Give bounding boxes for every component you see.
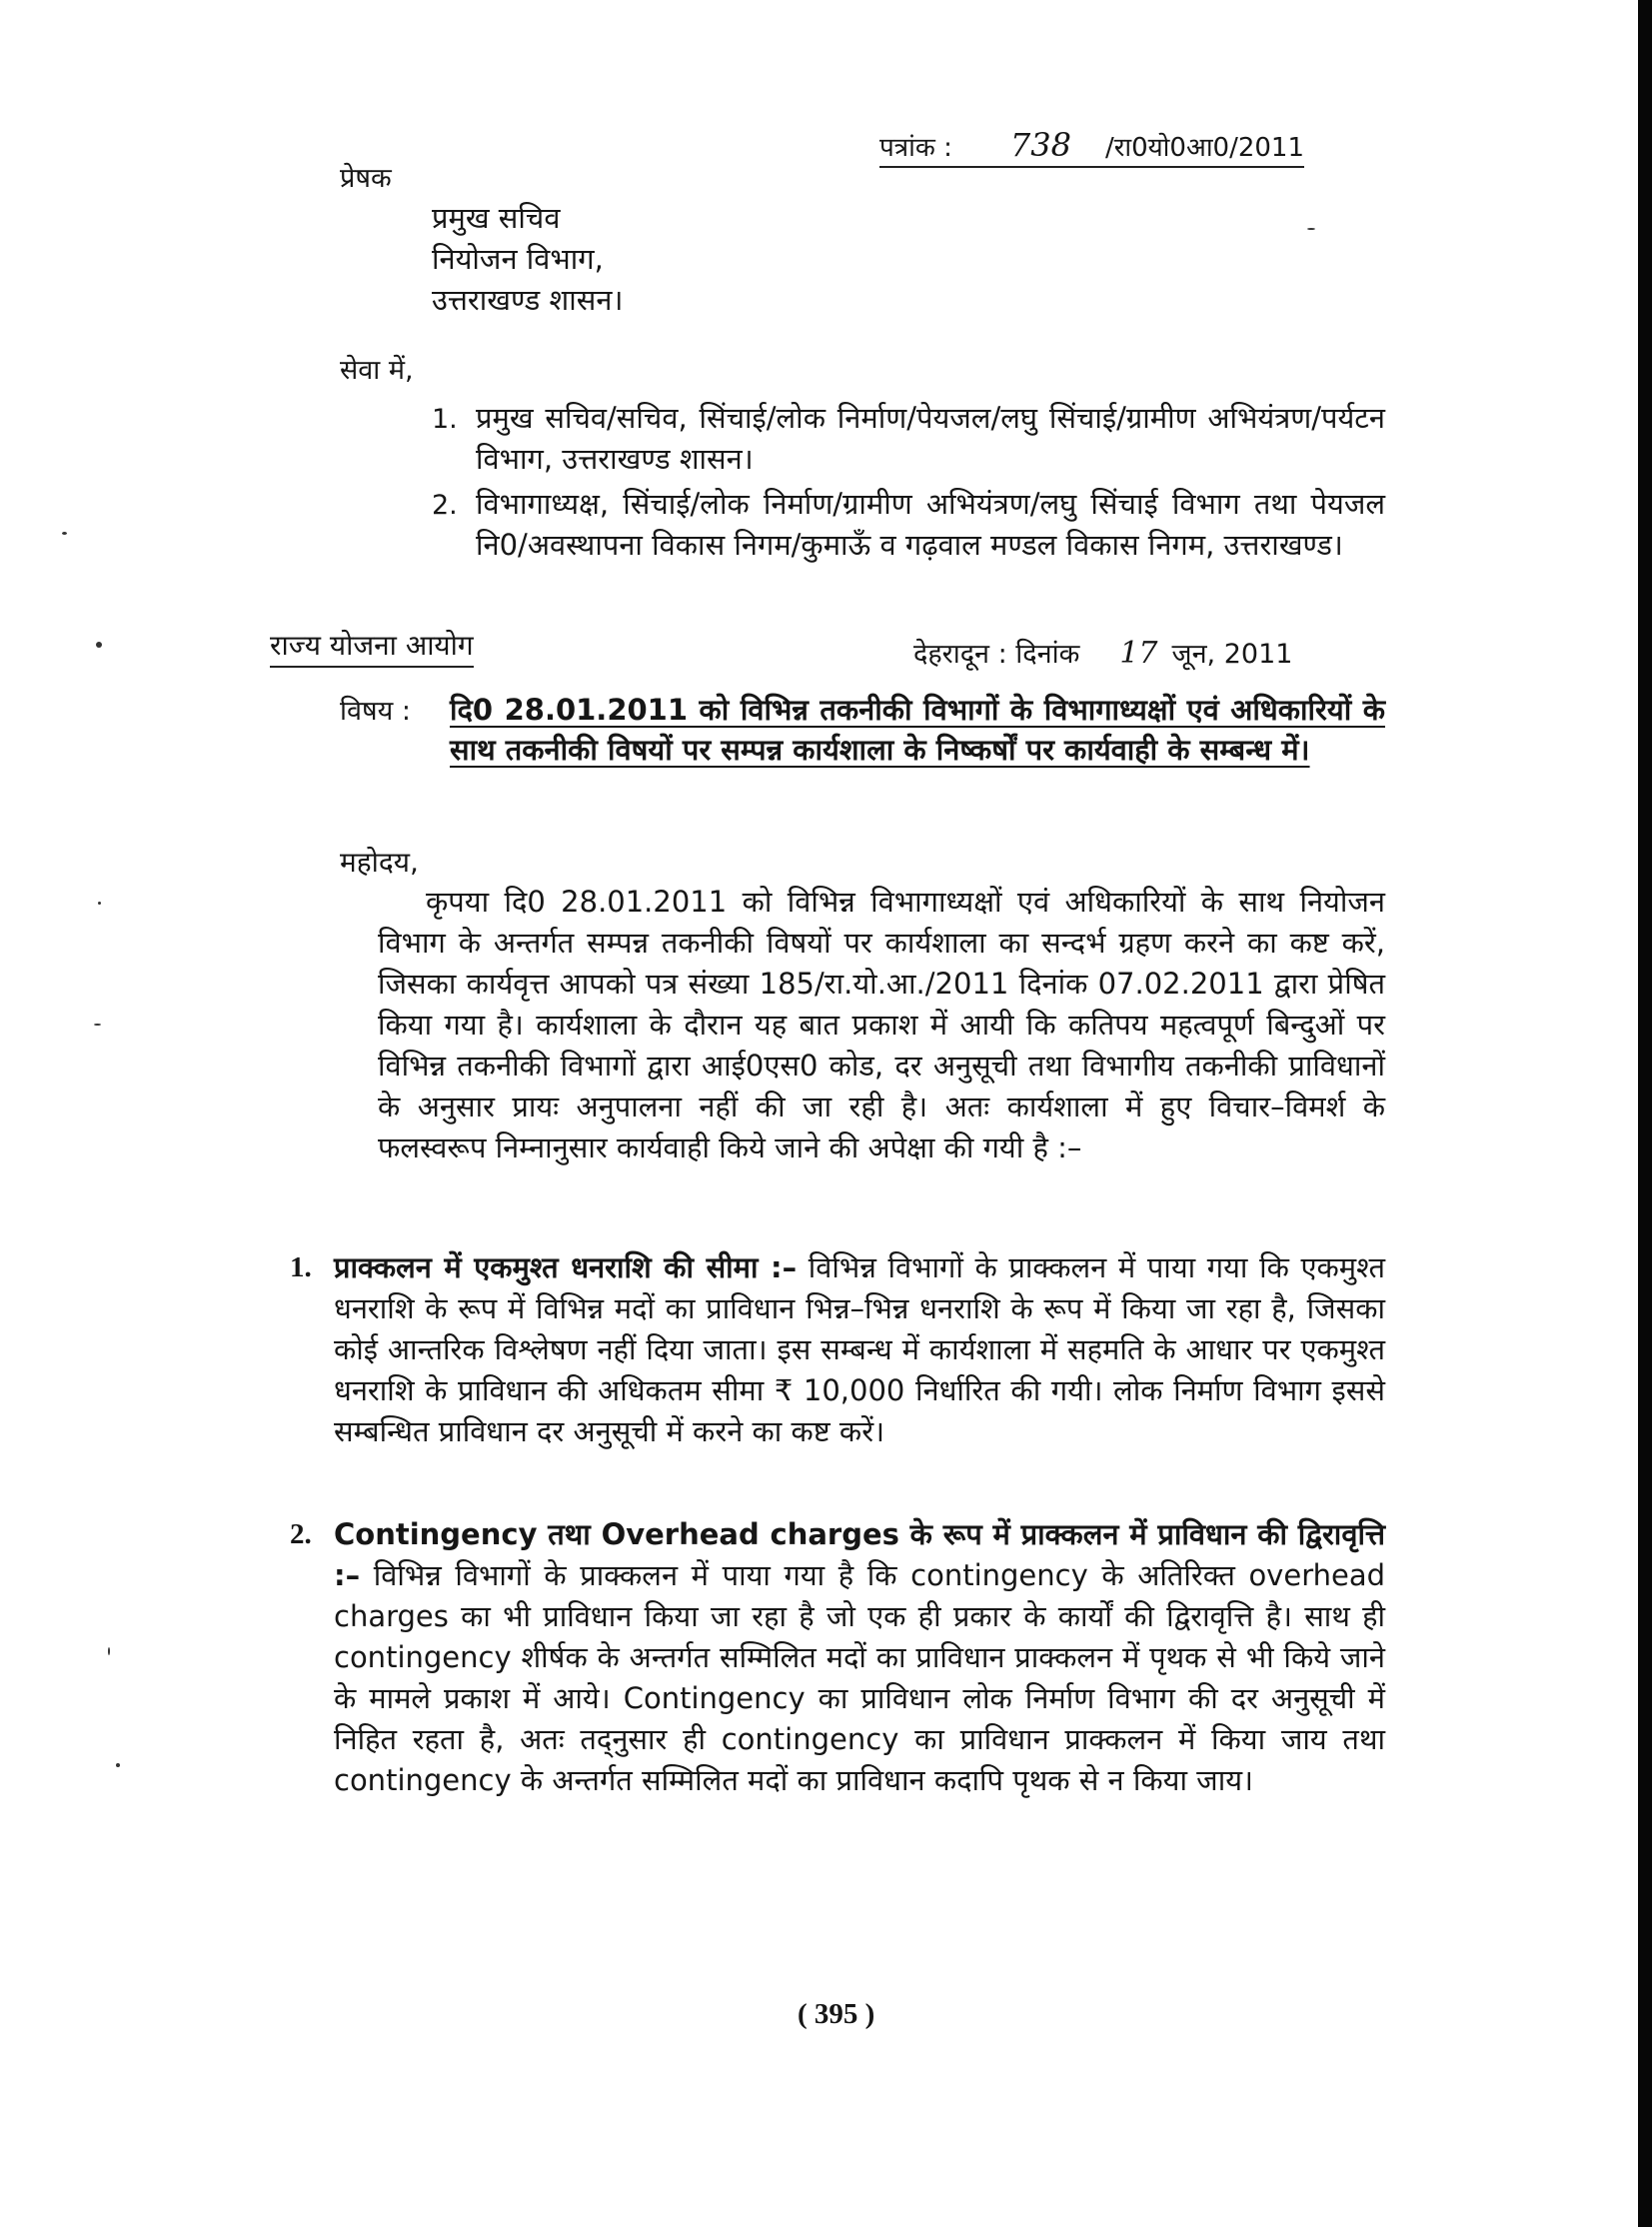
point-number: 2. (290, 1518, 312, 1550)
reference-number: 738 (1009, 126, 1071, 164)
recipient-item: विभागाध्यक्ष, सिंचाई/लोक निर्माण/ग्रामीण अभियंत्रण/लघु सिंचाई विभाग तथा पेयजल नि0/अवस्थापना विकास निगम/कुमाऊँ व गढ़वाल मण्डल विकास निगम, उत्तराखण्ड। (476, 487, 1385, 562)
point-text: विभिन्न विभागों के प्राक्कलन में पाया गया है कि contingency के अतिरिक्त overhead charges का भी प्राविधान किया जा रहा है जो एक ही प्रकार के कार्यों की द्विरावृत्ति है। साथ ही contingency शीर्षक के अन्तर्गत सम्मिलित मदों का प्राविधान प्राक्कलन में पृथक से भी किये जाने के मामले प्रकाश में आये। Contingency का प्राविधान लोक निर्माण विभाग की दर अनुसूची में निहित रहता है, अतः तद्नुसार ही contingency का प्राविधान प्राक्कलन में किया जाय तथा contingency के अन्तर्गत सम्मिलित मदों का प्राविधान कदापि पृथक से न किया जाय। (334, 1558, 1386, 1797)
scan-speck (62, 532, 67, 535)
point-heading: प्राक्कलन में एकमुश्त धनराशि की सीमा :– (334, 1250, 798, 1284)
place-date (913, 634, 1292, 671)
recipient-label: सेवा में, (340, 355, 414, 386)
sender-label: प्रेषक (340, 163, 392, 194)
date-month-year: जून, 2011 (1171, 639, 1293, 670)
sender-block (432, 198, 623, 321)
point-heading: Contingency तथा Overhead charges के रूप में प्राक्कलन में प्राविधान की द्विरावृत्ति :– (334, 1517, 1385, 1592)
scan-speck (116, 1763, 120, 1767)
reference-label: पत्रांक : (879, 133, 952, 163)
body-paragraph: कृपया दि0 28.01.2011 को विभिन्न विभागाध्यक्षों एवं अधिकारियों के साथ नियोजन विभाग के अन्तर्गत सम्पन्न तकनीकी विषयों पर कार्यशाला का सन्दर्भ ग्रहण करने का कष्ट करें, जिसका कार्यवृत्त आपको पत्र संख्या 185/रा.यो.आ./2011 दिनांक 07.02.2011 द्वारा प्रेषित किया गया है। कार्यशाला के दौरान यह बात प्रकाश में आयी कि कतिपय महत्वपूर्ण बिन्दुओं पर विभिन्न तकनीकी विभागों द्वारा आई0एस0 कोड, दर अनुसूची तथा विभागीय तकनीकी प्राविधानों के अनुसार प्रायः अनुपालना नहीं की जा रही है। अतः कार्यशाला में हुए विचार–विमर्श के फलस्वरूप निम्नानुसार कार्यवाही किये जाने की अपेक्षा की गयी है :– (378, 885, 1385, 1164)
department-name: राज्य योजना आयोग (270, 626, 474, 668)
point-item (334, 1514, 1385, 1801)
page-number: ( 395 ) (798, 1998, 875, 2030)
point-number: 1. (290, 1251, 312, 1283)
point-item (334, 1247, 1385, 1452)
subject-label: विषय : (340, 696, 411, 727)
salutation: महोदय, (340, 846, 419, 879)
scan-speck (108, 1647, 110, 1655)
reference-line (879, 126, 1304, 168)
sender-line: उत्तराखण्ड शासन। (432, 283, 624, 317)
scan-speck (94, 1024, 101, 1026)
sender-line: नियोजन विभाग, (432, 242, 604, 276)
recipient-item-number: 2. (432, 490, 458, 521)
subject-line: दि0 28.01.2011 को विभिन्न तकनीकी विभागों के विभागाध्यक्षों एवं अधिकारियों के साथ तकनीकी विषयों पर सम्पन्न कार्यशाला के निष्कर्षों पर कार्यवाही के सम्बन्ध में। (450, 693, 1385, 767)
scan-border (1638, 0, 1652, 2227)
recipient-item-number: 1. (432, 404, 458, 435)
sender-line: प्रमुख सचिव (432, 201, 561, 235)
recipient-item: प्रमुख सचिव/सचिव, सिंचाई/लोक निर्माण/पेयजल/लघु सिंचाई/ग्रामीण अभियंत्रण/पर्यटन विभाग, उत्तराखण्ड शासन। (476, 401, 1385, 476)
date-day: 17 (1119, 636, 1158, 671)
point-text: विभिन्न विभागों के प्राक्कलन में पाया गया कि एकमुश्त धनराशि के रूप में विभिन्न मदों का प्राविधान भिन्न–भिन्न धनराशि के रूप में किया जा रहा है, जिसका कोई आन्तरिक विश्लेषण नहीं दिया जाता। इस सम्बन्ध में कार्यशाला में सहमति के आधार पर एकमुश्त धनराशि के प्राविधान की अधिकतम सीमा ₹ 10,000 निर्धारित की गयी। लोक निर्माण विभाग इससे सम्बन्धित प्राविधान दर अनुसूची में करने का कष्ट करें। (334, 1250, 1385, 1448)
scan-speck (1307, 228, 1315, 230)
scan-speck (98, 902, 101, 905)
scan-speck (96, 642, 102, 648)
place-label: देहरादून : दिनांक (913, 639, 1080, 670)
subject-text (450, 690, 1385, 770)
reference-suffix: /रा0यो0आ0/2011 (1104, 133, 1305, 163)
